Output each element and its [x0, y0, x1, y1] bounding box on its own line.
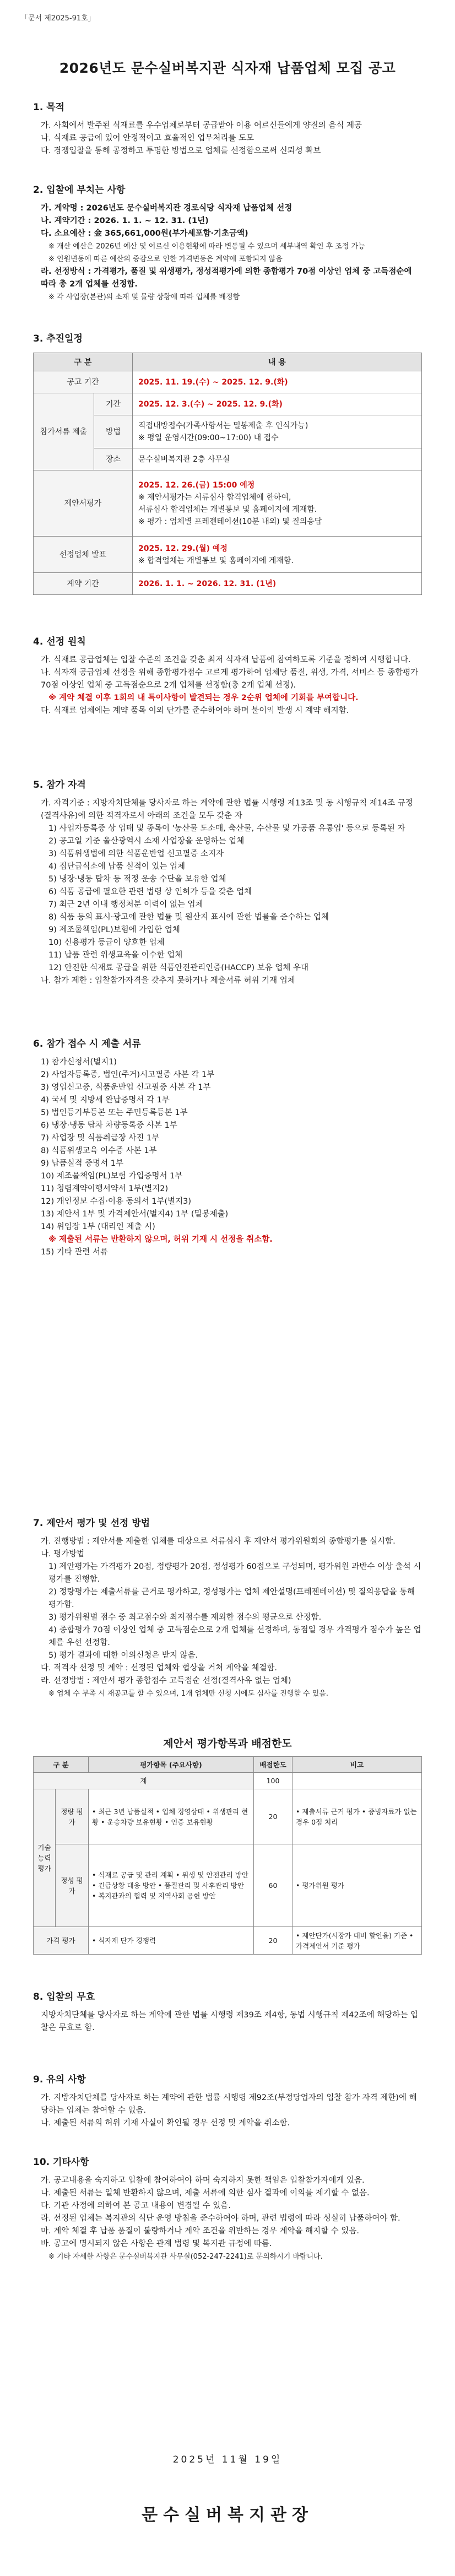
- section-heading: 5. 참가 자격: [33, 780, 86, 791]
- bid-note: ※ 개산 예산은 2026년 예산 및 어르신 이용현황에 따라 변동될 수 있으며 세부내역 확인 후 조정 가능: [48, 242, 365, 251]
- eligibility-item: 6) 식품 공급에 필요한 관련 법령 상 인허가 등을 갖춘 업체: [48, 887, 252, 896]
- ev-quant-score: 20: [254, 1789, 292, 1844]
- ev-price-score: 20: [254, 1927, 292, 1955]
- evaluation-subitem: 3) 평가위원별 점수 중 최고점수와 최저점수를 제외한 점수의 평균으로 산정함.: [48, 1613, 322, 1622]
- document-item: 9) 납품실적 증명서 1부: [41, 1159, 123, 1168]
- document-item: 11) 청렴계약이행서약서 1부(별지2): [41, 1184, 169, 1193]
- section-principles: [33, 634, 422, 717]
- schedule-value: [133, 470, 422, 537]
- document-item: 6) 냉장·냉동 탑차 차량등록증 사본 1부: [41, 1121, 177, 1130]
- ev-header-items: 평가항목 (주요사항): [89, 1757, 254, 1773]
- schedule-header-division: 구 분: [34, 353, 133, 371]
- section-heading: 9. 유의 사항: [33, 2074, 86, 2085]
- schedule-value: 2025. 12. 3.(수) ~ 2025. 12. 9.(화): [133, 393, 422, 415]
- section-heading: 3. 추진일정: [33, 333, 83, 344]
- section-documents: [33, 1036, 422, 1259]
- section-heading: 6. 참가 접수 시 제출 서류: [33, 1038, 141, 1049]
- section-heading: 1. 목적: [33, 102, 65, 113]
- eligibility-item: 12) 안전한 식재료 공급을 위한 식품안전관리인증(HACCP) 보유 업체 우대: [48, 964, 309, 972]
- submission-hours: ※ 평일 운영시간(09:00~17:00) 내 접수: [138, 433, 279, 442]
- schedule-sublabel: 방법: [94, 415, 133, 448]
- ev-header-division: 구 분: [34, 1757, 89, 1773]
- schedule-value: 2025. 11. 19.(수) ~ 2025. 12. 9.(화): [133, 371, 422, 393]
- purpose-item: 나. 식재료 공급에 있어 안정적이고 효율적인 업무처리를 도모: [41, 134, 254, 143]
- evaluation-note: ※ 평가 : 업체별 프레젠테이션(10분 내외) 및 질의응답: [138, 517, 322, 526]
- document-note: ※ 제출된 서류는 반환하지 않으며, 허위 기재 시 선정을 취소함.: [48, 1235, 273, 1244]
- section-eligibility: [33, 777, 422, 987]
- purpose-item: 다. 경쟁입찰을 통해 공정하고 투명한 방법으로 업체를 선정함으로써 신뢰성 확보: [41, 147, 321, 155]
- evaluation-item: 라. 선정방법 : 제안서 평가 종합점수 고득점순 선정(결격사유 없는 업체): [41, 1676, 291, 1685]
- section-heading: 2. 입찰에 부치는 사항: [33, 185, 126, 196]
- eligibility-item: 11) 납품 관련 위생교육을 이수한 업체: [48, 951, 183, 960]
- document-item: 4) 국세 및 지방세 완납증명서 각 1부: [41, 1096, 170, 1105]
- schedule-sublabel: 장소: [94, 448, 133, 470]
- section-heading: 7. 제안서 평가 및 선정 방법: [33, 1518, 150, 1529]
- ev-total-score: 100: [254, 1773, 292, 1789]
- schedule-table: [33, 353, 422, 595]
- ev-header-score: 배점한도: [254, 1757, 292, 1773]
- evaluation-subitem: 5) 평가 결과에 대한 이의신청은 받지 않음.: [48, 1651, 198, 1660]
- other-item: 나. 제출된 서류는 일체 반환하지 않으며, 제출 서류에 의한 심사 결과에 이의를 제기할 수 없음.: [41, 2189, 370, 2198]
- document-item: 13) 제안서 1부 및 가격제안서(별지4) 1부 (밀봉제출): [41, 1210, 229, 1219]
- invalid-item: 지방자치단체를 당사자로 하는 계약에 관한 법률 시행령 제39조 제4항, 동법 시행규칙 제42조에 해당하는 입찰은 무효로 함.: [41, 2011, 418, 2032]
- ev-price-note: • 제안단가(시장가 대비 할인율) 기준 • 가격제안서 기준 평가: [292, 1927, 422, 1955]
- evaluation-note: 서류심사 합격업체는 개별통보 및 홈페이지에 게재함.: [138, 505, 317, 514]
- evaluation-subitem: 4) 종합평가 70점 이상인 업체 중 고득점순으로 2개 업체를 선정하며, 동점일 경우 가격평가 점수가 높은 업체를 우선 선정함.: [48, 1626, 421, 1647]
- eligibility-item: 2) 공고일 기준 울산광역시 소재 사업장을 운영하는 업체: [48, 837, 245, 846]
- page-title: 2026년도 문수실버복지관 식자재 납품업체 모집 공고: [59, 60, 396, 76]
- document-item: 12) 개인정보 수집·이용 동의서 1부(별지3): [41, 1197, 192, 1206]
- caution-item: 나. 제출된 서류의 허위 기재 사실이 확인될 경우 선정 및 계약을 취소함.: [41, 2119, 290, 2128]
- bid-contract-period: 나. 계약기간 : 2026. 1. 1. ~ 12. 31. (1년): [41, 217, 209, 225]
- section-evaluation: [33, 1515, 422, 1700]
- ev-total-label: 계: [34, 1773, 254, 1789]
- document-item: 5) 법인등기부등본 또는 주민등록등본 1부: [41, 1108, 188, 1117]
- schedule-value: 문수실버복지관 2층 사무실: [133, 448, 422, 470]
- schedule-label: 제안서평가: [34, 470, 133, 537]
- purpose-item: 가. 사회에서 발주된 식재료를 우수업체로부터 공급받아 이용 어르신들에게 양질의 음식 제공: [41, 121, 362, 130]
- eligibility-criteria: 가. 자격기준 : 지방자치단체를 당사자로 하는 계약에 관한 법률 시행령 제13조 및 동 시행규칙 제14조 규정(결격사유)에 의한 적격자로서 아래의 조건을 모두 갖춘 자: [41, 799, 413, 820]
- eligibility-item: 1) 사업자등록증 상 업태 및 종목이 '농산물 도소매, 축산물, 수산물 및 가공품 유통업' 등으로 등록된 자: [48, 824, 405, 833]
- schedule-label: 선정업체 발표: [34, 537, 133, 573]
- ev-qual-note: • 평가위원 평가: [292, 1844, 422, 1927]
- principle-item: 나. 식자재 공급업체 선정을 위해 종합평가점수 고르게 평가하여 업체당 품질, 위생, 가격, 서비스 등 종합평가 70점 이상인 업체 중 고득점순으로 2개 업체를 선정함(총 2개 업체 선정).: [41, 668, 419, 690]
- ev-qual-score: 60: [254, 1844, 292, 1927]
- ev-quant-label: 정량 평가: [56, 1789, 89, 1844]
- document-item: 15) 기타 관련 서류: [41, 1248, 108, 1257]
- document-item: 14) 위임장 1부 (대리인 제출 시): [41, 1222, 155, 1231]
- evaluation-subitem: 1) 제안평가는 가격평가 20점, 정량평가 20점, 정성평가 60점으로 구성되며, 평가위원 과반수 이상 출석 시 평가를 진행함.: [48, 1562, 421, 1584]
- bid-contract-name: 가. 계약명 : 2026년도 문수실버복지관 경로식당 식자재 납품업체 선정: [41, 204, 292, 213]
- principle-note: ※ 계약 체결 이후 1회의 내 특이사항이 발견되는 경우 2순위 업체에 기회를 부여합니다.: [48, 694, 359, 702]
- eligibility-item: 9) 제조물책임(PL)보험에 가입한 업체: [48, 926, 180, 934]
- schedule-value: [133, 415, 422, 448]
- bid-note: ※ 인원변동에 따른 예산의 증감으로 인한 가격변동은 계약에 포함되지 않음: [48, 255, 283, 263]
- ev-header-note: 비고: [292, 1757, 422, 1773]
- eligibility-item: 4) 집단급식소에 납품 실적이 있는 업체: [48, 862, 186, 871]
- evaluation-item: 나. 평가방법: [41, 1550, 85, 1558]
- caution-item: 가. 지방자치단체를 당사자로 하는 계약에 관한 법률 시행령 제92조(부정당업자의 입찰 참가 자격 제한)에 해당하는 업체는 참여할 수 없음.: [41, 2093, 417, 2115]
- other-item: 다. 기관 사정에 의하여 본 공고 내용이 변경될 수 있음.: [41, 2201, 231, 2210]
- evaluation-item: 다. 적격자 선정 및 계약 : 선정된 업체와 협상을 거쳐 계약을 체결함.: [41, 1664, 277, 1673]
- document-item: 2) 사업자등록증, 법인(주거)시고필증 사본 각 1부: [41, 1070, 215, 1079]
- section-schedule: [33, 331, 422, 351]
- other-item: 마. 계약 체결 후 납품 품질이 불량하거나 계약 조건을 위반하는 경우 계약을 해지할 수 있음.: [41, 2227, 359, 2236]
- other-item: 바. 공고에 명시되지 않은 사항은 관계 법령 및 복지관 규정에 따름.: [41, 2239, 272, 2248]
- evaluation-subitem: 2) 정량평가는 제출서류를 근거로 평가하고, 정성평가는 업체 제안설명(프레젠테이션) 및 질의응답을 통해 평가함.: [48, 1588, 415, 1609]
- eligibility-item: 5) 냉장·냉동 탑차 등 적정 운송 수단을 보유한 업체: [48, 875, 226, 884]
- document-item: 8) 식품위생교육 이수증 사본 1부: [41, 1146, 157, 1155]
- document-item: 10) 제조물책임(PL)보험 가입증명서 1부: [41, 1172, 183, 1181]
- eligibility-item: 10) 신용평가 등급이 양호한 업체: [48, 938, 165, 947]
- evaluation-note: ※ 업체 수 부족 시 재공고를 할 수 있으며, 1개 업체만 신청 시에도 심사를 진행할 수 있음.: [48, 1690, 328, 1698]
- section-invalid-bids: [33, 1989, 422, 2034]
- announcement-date: 2025. 12. 29.(월) 예정: [138, 544, 228, 553]
- eligibility-restriction: 나. 참가 제한 : 입찰참가자격을 갖추지 못하거나 제출서류 허위 기재 업체: [41, 976, 295, 985]
- section-purpose: [33, 99, 422, 158]
- evaluation-table-title: 제안서 평가항목과 배점한도: [163, 1738, 292, 1750]
- section-bid-info: [33, 182, 422, 304]
- schedule-header-content: 내 용: [133, 353, 422, 371]
- principle-item: 다. 식재료 업체에는 계약 품목 이외 단가를 준수하여야 하며 불이익 발생 시 계약 해지함.: [41, 706, 349, 715]
- principle-item: 가. 식재료 공급업체는 입찰 수준의 조건을 갖춘 최저 식자재 납품에 참여하도록 기준을 정하여 시행합니다.: [41, 656, 411, 664]
- evaluation-item: 가. 진행방법 : 제안서를 제출한 업체를 대상으로 서류심사 후 제안서 평가위원회의 종합평가를 실시함.: [41, 1537, 396, 1546]
- other-item: 라. 선정된 업체는 복지관의 식단 운영 방침을 준수하여야 하며, 관련 법령에 따라 성실히 납품하여야 함.: [41, 2214, 400, 2223]
- section-other: [33, 2154, 422, 2263]
- ev-quant-items: • 최근 3년 납품실적 • 업체 경영상태 • 위생관리 현황 • 운송차량 보유현황 • 인증 보유현황: [89, 1789, 254, 1844]
- ev-price-items: • 식자재 단가 경쟁력: [89, 1927, 254, 1955]
- announcement-note: ※ 합격업체는 개별통보 및 홈페이지에 게재함.: [138, 556, 294, 565]
- section-cautions: [33, 2071, 422, 2130]
- ev-price-label: 가격 평가: [34, 1927, 89, 1955]
- eligibility-item: 3) 식품위생법에 의한 식품운반업 신고필증 소지자: [48, 849, 224, 858]
- document-number: 「문서 제2025-91호」: [21, 14, 95, 23]
- section-heading: 4. 선정 원칙: [33, 636, 86, 647]
- schedule-label: 참가서류 제출: [34, 393, 94, 470]
- schedule-value: 2026. 1. 1. ~ 2026. 12. 31. (1년): [133, 573, 422, 595]
- notice-date: 2025년 11월 19일: [172, 2454, 283, 2465]
- document-item: 3) 영업신고증, 식품운반업 신고필증 사본 각 1부: [41, 1083, 211, 1092]
- section-heading: 8. 입찰의 무효: [33, 1991, 95, 2003]
- schedule-value: [133, 537, 422, 573]
- evaluation-date: 2025. 12. 26.(금) 15:00 예정: [138, 480, 255, 490]
- ev-qual-label: 정성 평가: [56, 1844, 89, 1927]
- eligibility-item: 7) 최근 2년 이내 행정처분 이력이 없는 업체: [48, 900, 203, 909]
- other-item: 가. 공고내용을 숙지하고 입찰에 참여하여야 하며 숙지하지 못한 책임은 입찰참가자에게 있음.: [41, 2176, 365, 2185]
- document-item: 7) 사업장 및 식품취급장 사진 1부: [41, 1134, 160, 1143]
- bid-note: ※ 각 사업장(본관)의 소재 및 물량 상황에 따라 업체를 배정함: [48, 293, 240, 301]
- ev-quant-note: • 제출서류 근거 평가 • 증빙자료가 없는 경우 0점 처리: [292, 1789, 422, 1844]
- bid-selection-method: 라. 선정방식 : 가격평가, 품질 및 위생평가, 정성적평가에 의한 종합평가 70점 이상인 업체 중 고득점순에 따라 총 2개 업체를 선정함.: [41, 267, 412, 289]
- schedule-label: 공고 기간: [34, 371, 133, 393]
- ev-group-label: 기술 능력 평가: [34, 1789, 56, 1927]
- section-heading: 10. 기타사항: [33, 2157, 89, 2168]
- eligibility-item: 8) 식품 등의 표시·광고에 관한 법률 및 원산지 표시에 관한 법률을 준수하는 업체: [48, 913, 329, 922]
- contact-note: ※ 기타 자세한 사항은 문수실버복지관 사무실(052-247-2241)로 문의하시기 바랍니다.: [48, 2253, 323, 2261]
- bid-budget: 다. 소요예산 : 金 365,661,000원(부가세포함·기초금액): [41, 229, 248, 238]
- document-item: 1) 참가신청서(별지1): [41, 1058, 117, 1067]
- issuing-organization: 문수실버복지관장: [142, 2505, 313, 2525]
- evaluation-note: ※ 제안서평가는 서류심사 합격업체에 한하여,: [138, 493, 291, 502]
- schedule-sublabel: 기간: [94, 393, 133, 415]
- evaluation-table: [33, 1756, 422, 1955]
- ev-qual-items: • 식재료 공급 및 관리 계획 • 위생 및 안전관리 방안 • 긴급상황 대응 방안 • 품질관리 및 사후관리 방안 • 복지관과의 협력 및 지역사회 공헌 방안: [89, 1844, 254, 1927]
- submission-method: 직접내방접수(가족사항서는 밀봉제출 후 인식가능): [138, 421, 308, 430]
- schedule-label: 계약 기간: [34, 573, 133, 595]
